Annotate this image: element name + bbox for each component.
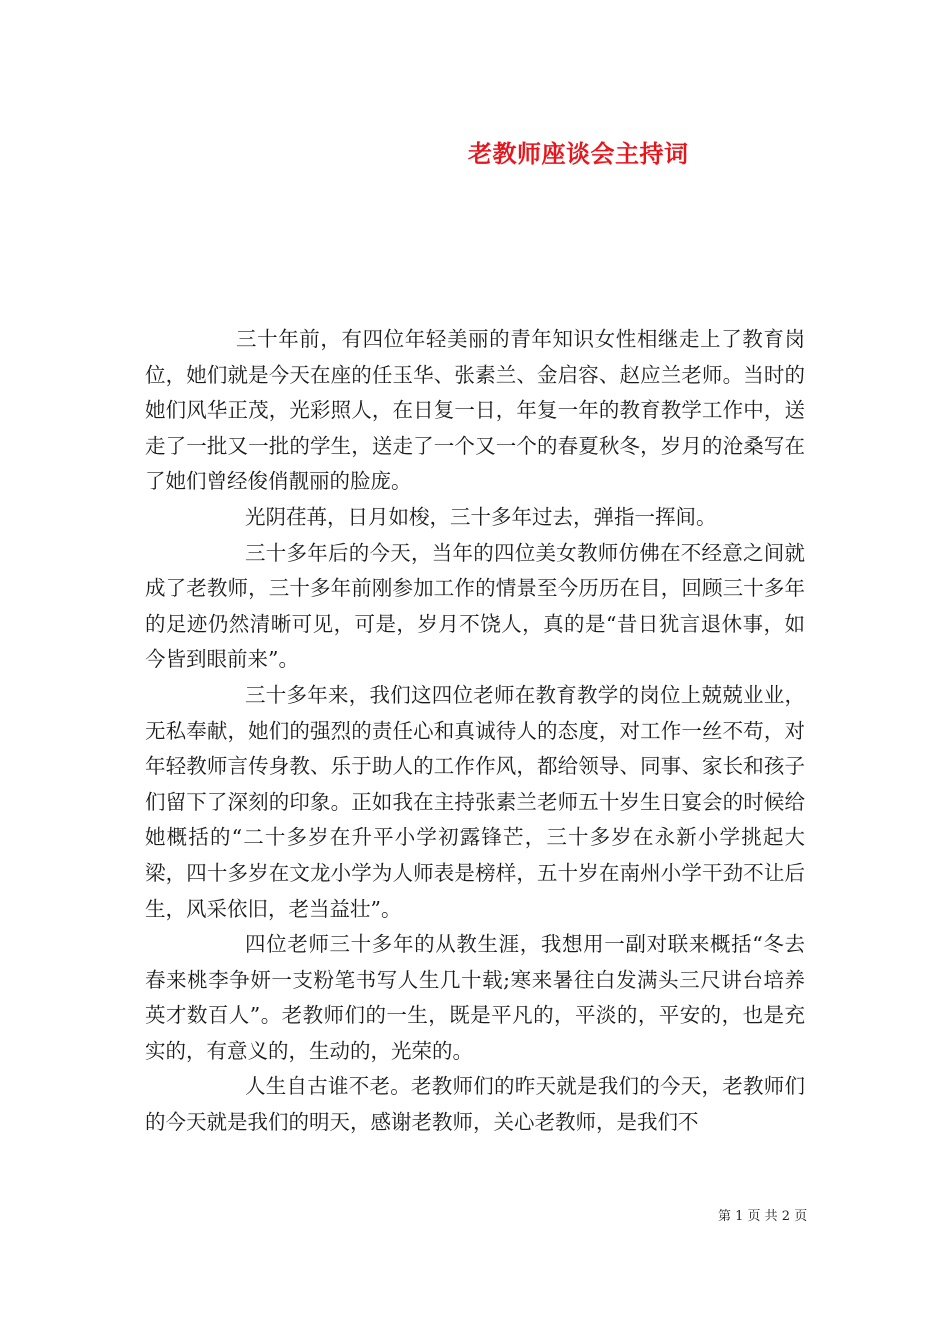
document-title: 老教师座谈会主持词 xyxy=(468,139,689,168)
paragraph-4: 三十多年来，我们这四位老师在教育教学的岗位上兢兢业业，无私奉献，她们的强烈的责任心和真诚待人的态度，对工作一丝不苟，对年轻教师言传身教、乐于助人的工作作风，都给领导、同事、家长和孩子们留下了深刻的印象。正如我在主持张素兰老师五十岁生日宴会的时候给她概括的“二十多岁在升平小学初露锋芒，三十多岁在永新小学挑起大梁，四十多岁在文龙小学为人师表是榜样，五十岁在南州小学干劲不让后生，风采依旧，老当益壮”。 xyxy=(145,682,805,921)
paragraph-5: 四位老师三十多年的从教生涯，我想用一副对联来概括“冬去春来桃李争妍一支粉笔书写人生几十载;寒来暑往白发满头三尺讲台培养英才数百人”。老教师们的一生，既是平凡的，平淡的，平安的，也是充实的，有意义的，生动的，光荣的。 xyxy=(145,932,805,1063)
paragraph-3: 三十多年后的今天，当年的四位美女教师仿佛在不经意之间就成了老教师，三十多年前刚参加工作的情景至今历历在目，回顾三十多年的足迹仍然清晰可见，可是，岁月不饶人，真的是“昔日犹言退休事，如今皆到眼前来”。 xyxy=(145,540,805,672)
document-body xyxy=(145,322,805,1141)
paragraph-2: 光阴荏苒，日月如梭，三十多年过去，弹指一挥间。 xyxy=(245,504,717,529)
paragraph-6: 人生自古谁不老。老教师们的昨天就是我们的今天，老教师们的今天就是我们的明天，感谢老教师，关心老教师，是我们不 xyxy=(145,1074,805,1135)
page-number-footer: 第 1 页 共 2 页 xyxy=(718,1209,808,1224)
paragraph-1: 三十年前，有四位年轻美丽的青年知识女性相继走上了教育岗位，她们就是今天在座的任玉华、张素兰、金启容、赵应兰老师。当时的她们风华正茂，光彩照人，在日复一日，年复一年的教育教学工作中，送走了一批又一批的学生，送走了一个又一个的春夏秋冬，岁月的沧桑写在了她们曾经俊俏靓丽的脸庞。 xyxy=(145,327,805,494)
